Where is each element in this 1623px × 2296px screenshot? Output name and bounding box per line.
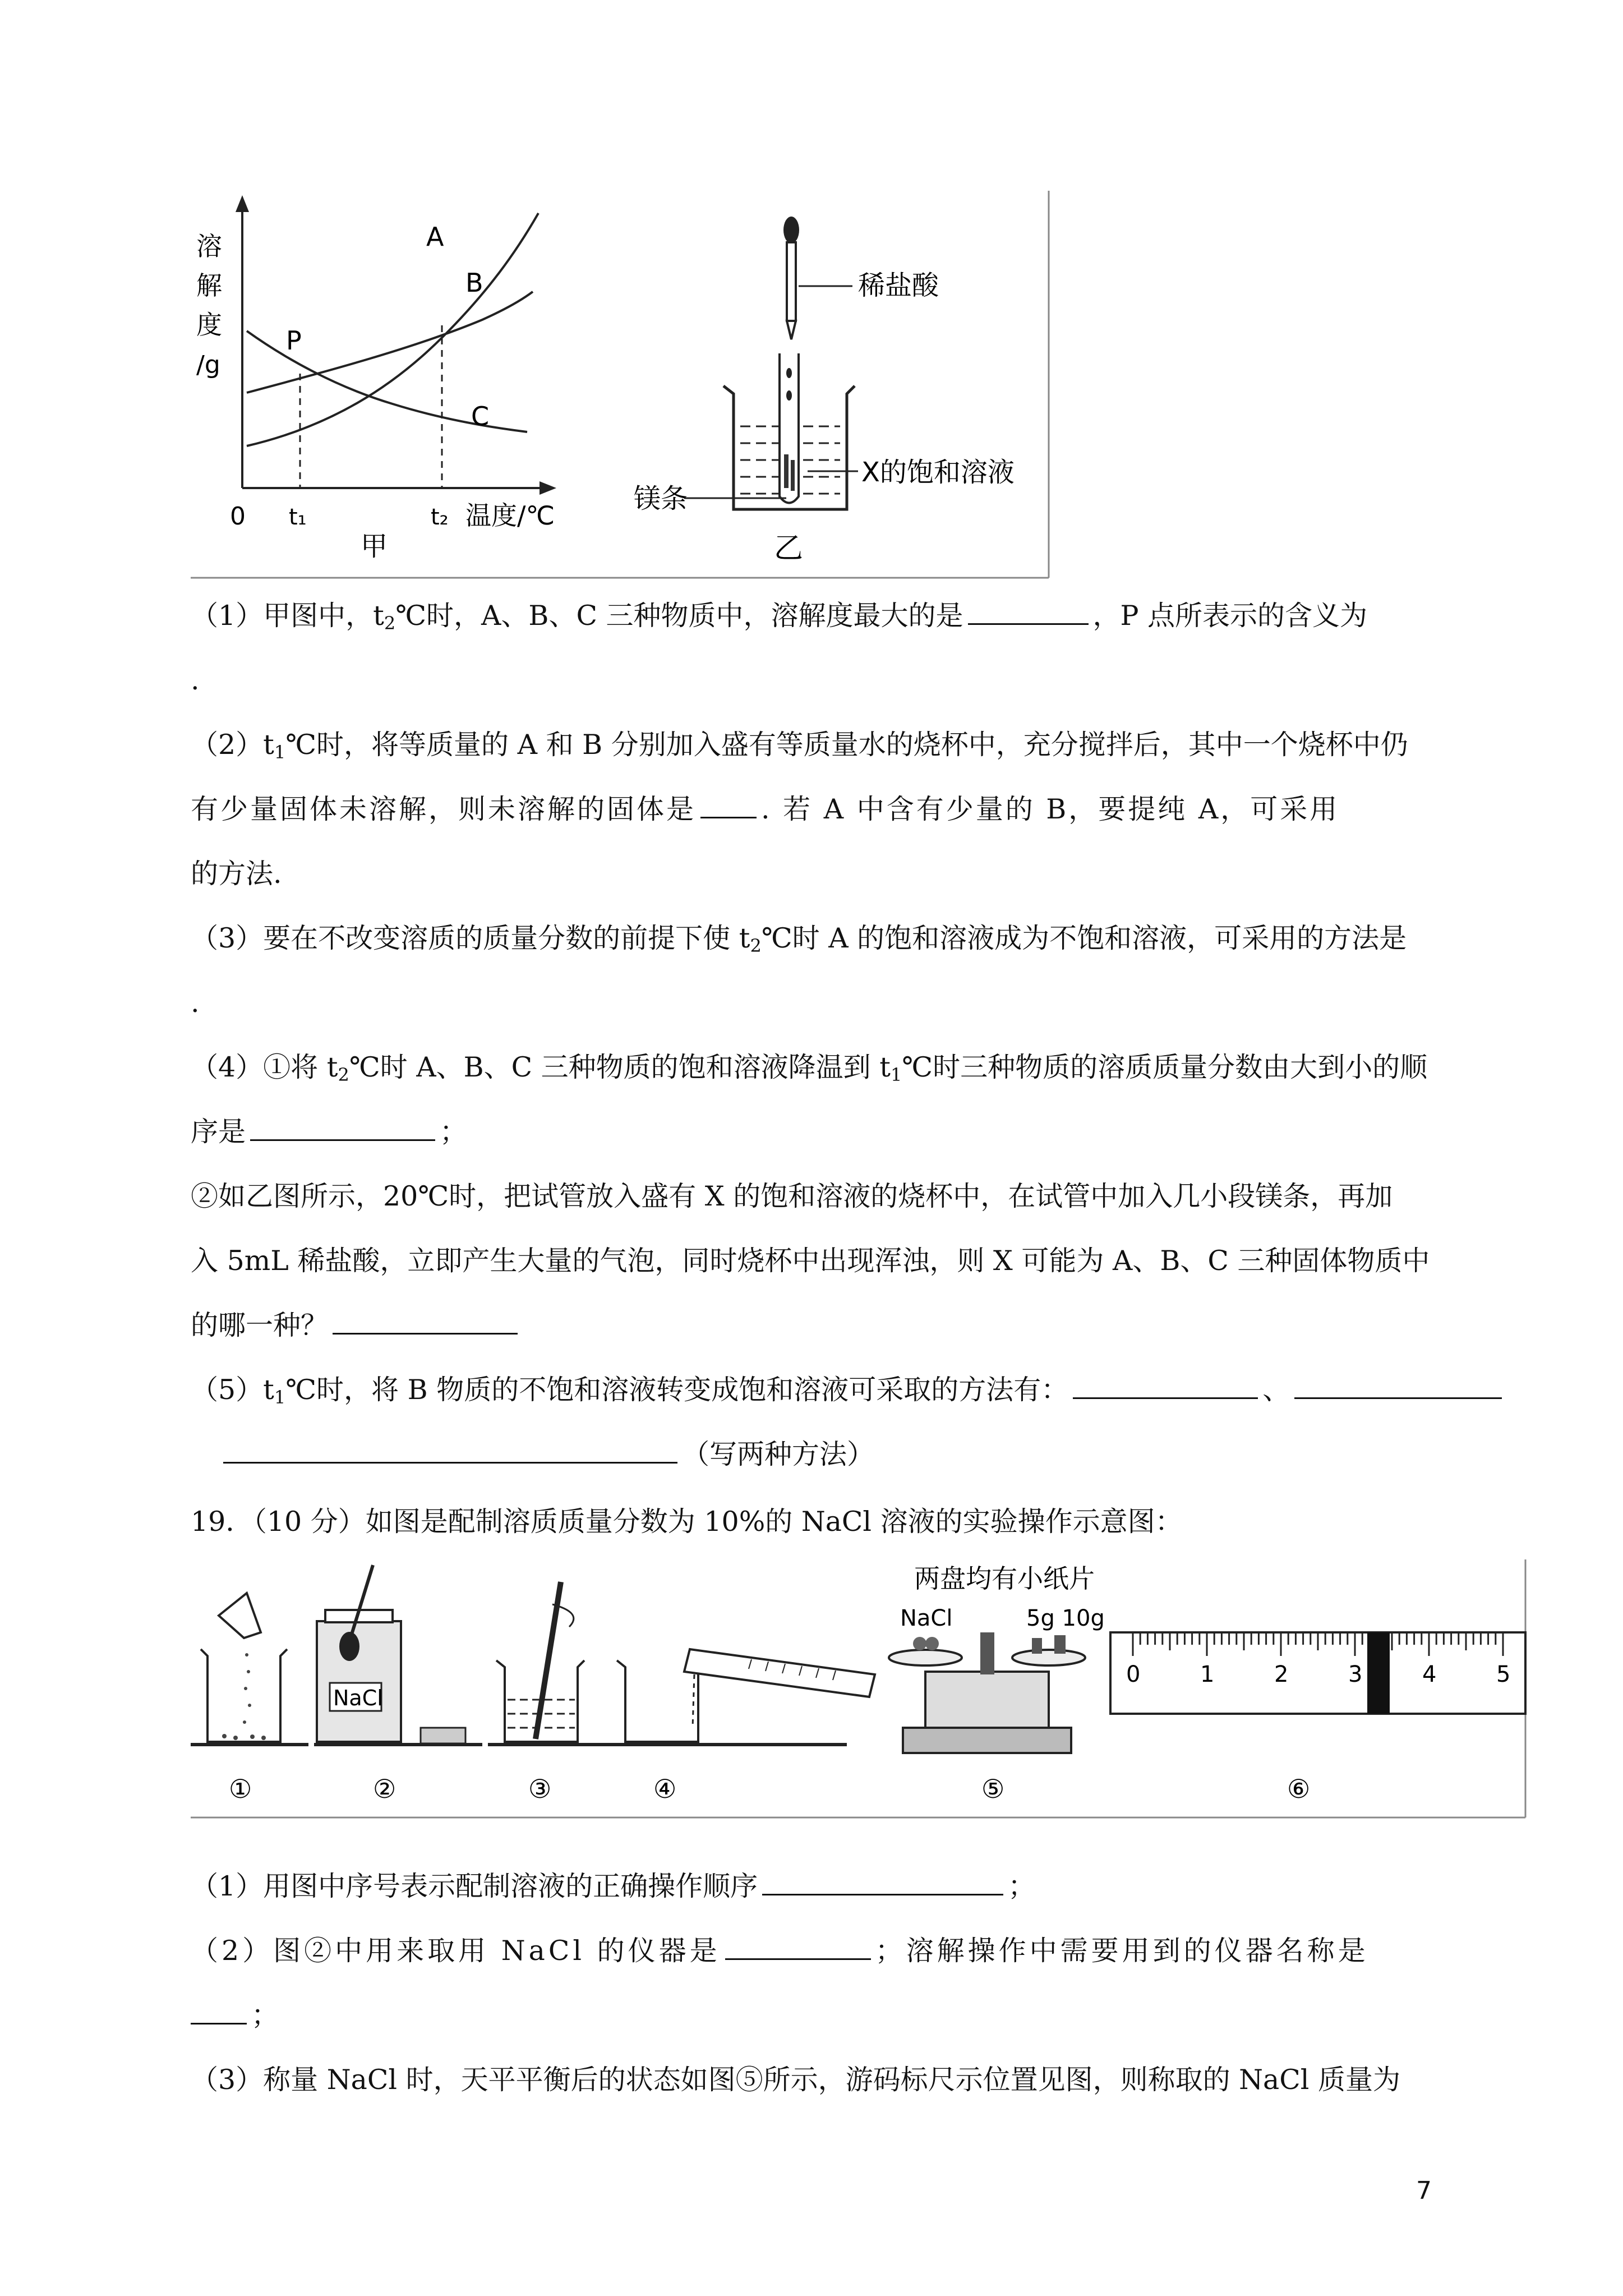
- page-number: 7: [1416, 2177, 1432, 2205]
- q18-p4-2-line1: ②如乙图所示，20℃时，把试管放入盛有 X 的饱和溶液的烧杯中，在试管中加入几小段镁条，再加: [191, 1180, 1393, 1212]
- answer-blank-3[interactable]: [250, 1115, 435, 1141]
- q18-p2-line2-b: . 若 A 中含有少量的 B，要提纯 A，可采用: [761, 793, 1340, 825]
- q18-p3-end: .: [191, 987, 200, 1019]
- nacl-jar-label: NaCl: [333, 1686, 383, 1710]
- y-axis-label-4: /g: [196, 351, 220, 379]
- ruler-label-5: 5: [1496, 1662, 1511, 1687]
- sub-2: 2: [384, 613, 396, 634]
- y-axis-label-1: 溶: [196, 231, 222, 261]
- origin-label: 0: [230, 502, 246, 531]
- nacl-pan-label: NaCl: [900, 1605, 953, 1631]
- q18-part1-end: [191, 645, 1441, 716]
- sub-1: 1: [274, 742, 286, 763]
- y-axis-label-3: 度: [196, 310, 222, 340]
- q18-p1-a: （1）甲图中，t: [191, 600, 384, 632]
- q19-p1: （1）用图中序号表示配制溶液的正确操作顺序: [191, 1870, 758, 1902]
- q18-p5-sep: 、: [1262, 1374, 1290, 1406]
- y-axis-label-2: 解: [196, 270, 222, 301]
- q18-part2-line2: [191, 774, 1441, 845]
- q18-p4-b: ℃时 A、B、C 三种物质的饱和溶液降温到 t: [349, 1051, 891, 1083]
- q18-p3-b: ℃时 A 的饱和溶液成为不饱和溶液，可采用的方法是: [761, 922, 1407, 954]
- curve-a-label: A: [426, 222, 444, 252]
- q18-p2-b: ℃时，将等质量的 A 和 B 分别加入盛有等质量水的烧杯中，充分搅拌后，其中一个烧杯中仍: [285, 729, 1408, 761]
- figure-solution-prep-steps: [191, 1559, 1531, 1823]
- q18-part2-line3: [191, 839, 1441, 909]
- ruler-label-3: 3: [1348, 1662, 1363, 1687]
- q18-p5-a: （5）t: [191, 1374, 274, 1406]
- q19-p3: （3）称量 NaCl 时，天平平衡后的状态如图⑤所示，游码标尺示位置见图，则称取的 NaCl 质量为: [191, 2064, 1400, 2096]
- answer-blank-2[interactable]: [700, 792, 757, 818]
- q18-p4-a: （4）①将 t: [191, 1051, 338, 1083]
- q18-part4-2-line1: [191, 1161, 1441, 1232]
- q19-p2-end: ；: [251, 1999, 279, 2031]
- answer-blank-9[interactable]: [725, 1934, 871, 1960]
- answer-blank-10[interactable]: [191, 1998, 247, 2024]
- q18-p1-c: ，P 点所表示的含义为: [1092, 600, 1368, 632]
- answer-blank-4[interactable]: [333, 1308, 518, 1335]
- step-label-2: ②: [373, 1774, 396, 1804]
- step-1-beaker: [191, 1593, 308, 1745]
- ruler-label-2: 2: [1274, 1662, 1289, 1687]
- q19-part2-line2: [191, 1980, 1441, 2051]
- q18-part4-2-line3: [191, 1290, 1441, 1361]
- apparatus-yi: [684, 217, 858, 509]
- answer-blank-1[interactable]: [968, 599, 1089, 625]
- x-axis-label: 温度/℃: [465, 500, 555, 531]
- solution-label: X的饱和溶液: [861, 457, 1015, 488]
- q19-p2-b: ；溶解操作中需要用到的仪器名称是: [875, 1935, 1369, 1967]
- step-label-5: ⑤: [981, 1774, 1005, 1804]
- weights-label: 5g 10g: [1026, 1605, 1105, 1631]
- q18-p4-2-line2: 入 5mL 稀盐酸，立即产生大量的气泡，同时烧杯中出现浑浊，则 X 可能为 A、B、C 三种固体物质中: [191, 1245, 1430, 1277]
- q18-part3-end: [191, 968, 1441, 1038]
- step-6-ruler: [1110, 1632, 1525, 1714]
- ruler-label-1: 1: [1200, 1662, 1215, 1687]
- balance-note: 两盘均有小纸片: [914, 1563, 1095, 1594]
- q18-p4-2-line3: 的哪一种？: [191, 1309, 329, 1341]
- q18-p4-line2: 序是: [191, 1116, 246, 1148]
- answer-blank-8[interactable]: [762, 1869, 1003, 1895]
- acid-label: 稀盐酸: [858, 270, 939, 301]
- mg-label: 镁条: [634, 483, 688, 514]
- q18-p3-a: （3）要在不改变溶质的质量分数的前提下使 t: [191, 922, 750, 954]
- ruler-label-0: 0: [1126, 1662, 1141, 1687]
- curve-c-label: C: [471, 401, 490, 431]
- step-2-reagent-jar: [314, 1565, 482, 1745]
- curve-b-label: B: [465, 268, 483, 298]
- q18-part5-line2: [219, 1419, 1469, 1490]
- q19-p1-end: ；: [1008, 1870, 1036, 1902]
- q18-part4-2-line2: [191, 1226, 1441, 1296]
- q18-p4-c: ℃时三种物质的溶质质量分数由大到小的顺: [902, 1051, 1428, 1083]
- step-label-1: ①: [229, 1774, 252, 1804]
- step-3-stirring: [488, 1582, 617, 1745]
- answer-blank-6[interactable]: [1294, 1373, 1502, 1399]
- point-p-label: P: [286, 325, 302, 356]
- figure-solubility-and-apparatus: [191, 191, 1054, 583]
- solubility-axes: [236, 195, 556, 495]
- step-5-balance: [889, 1632, 1085, 1753]
- q18-p5-line2-end: （写两种方法）: [682, 1438, 875, 1470]
- q19-title: [191, 1487, 1441, 1557]
- step-4-pouring: [617, 1649, 875, 1745]
- q18-p5-b: ℃时，将 B 物质的不饱和溶液转变成饱和溶液可采取的方法有：: [285, 1374, 1069, 1406]
- figure-jia-caption: 甲: [361, 531, 388, 562]
- sub-2: 2: [750, 935, 762, 956]
- sub-1: 1: [274, 1387, 286, 1408]
- q19-part3: [191, 2045, 1441, 2115]
- q18-p4-line2-end: ；: [440, 1116, 468, 1148]
- t2-tick-label: t₂: [431, 504, 449, 530]
- figure-yi-caption: 乙: [774, 532, 804, 565]
- step-label-4: ④: [653, 1774, 677, 1804]
- q18-p2-a: （2）t: [191, 729, 274, 761]
- q19-title-text: 19．（10 分）如图是配制溶质质量分数为 10%的 NaCl 溶液的实验操作示意图：: [191, 1506, 1183, 1538]
- step-label-3: ③: [528, 1774, 552, 1804]
- q19-part2: [191, 1916, 1441, 1986]
- q18-p1-end: .: [191, 664, 200, 696]
- q19-part1: [191, 1851, 1441, 1922]
- q18-p2-line2-a: 有少量固体未溶解，则未溶解的固体是: [191, 793, 697, 825]
- answer-blank-7[interactable]: [223, 1437, 677, 1464]
- t1-tick-label: t₁: [289, 504, 307, 530]
- q18-p1-b: ℃时，A、B、C 三种物质中，溶解度最大的是: [395, 600, 963, 632]
- ruler-label-4: 4: [1422, 1662, 1437, 1687]
- answer-blank-5[interactable]: [1073, 1373, 1258, 1399]
- q18-part4-line2: [191, 1097, 1441, 1167]
- sub-1: 1: [890, 1064, 902, 1085]
- q19-p2: （2）图②中用来取用 NaCl 的仪器是: [191, 1935, 721, 1967]
- q18-p2-line3: 的方法.: [191, 858, 282, 890]
- sub-2: 2: [338, 1064, 349, 1085]
- step-label-6: ⑥: [1287, 1774, 1311, 1804]
